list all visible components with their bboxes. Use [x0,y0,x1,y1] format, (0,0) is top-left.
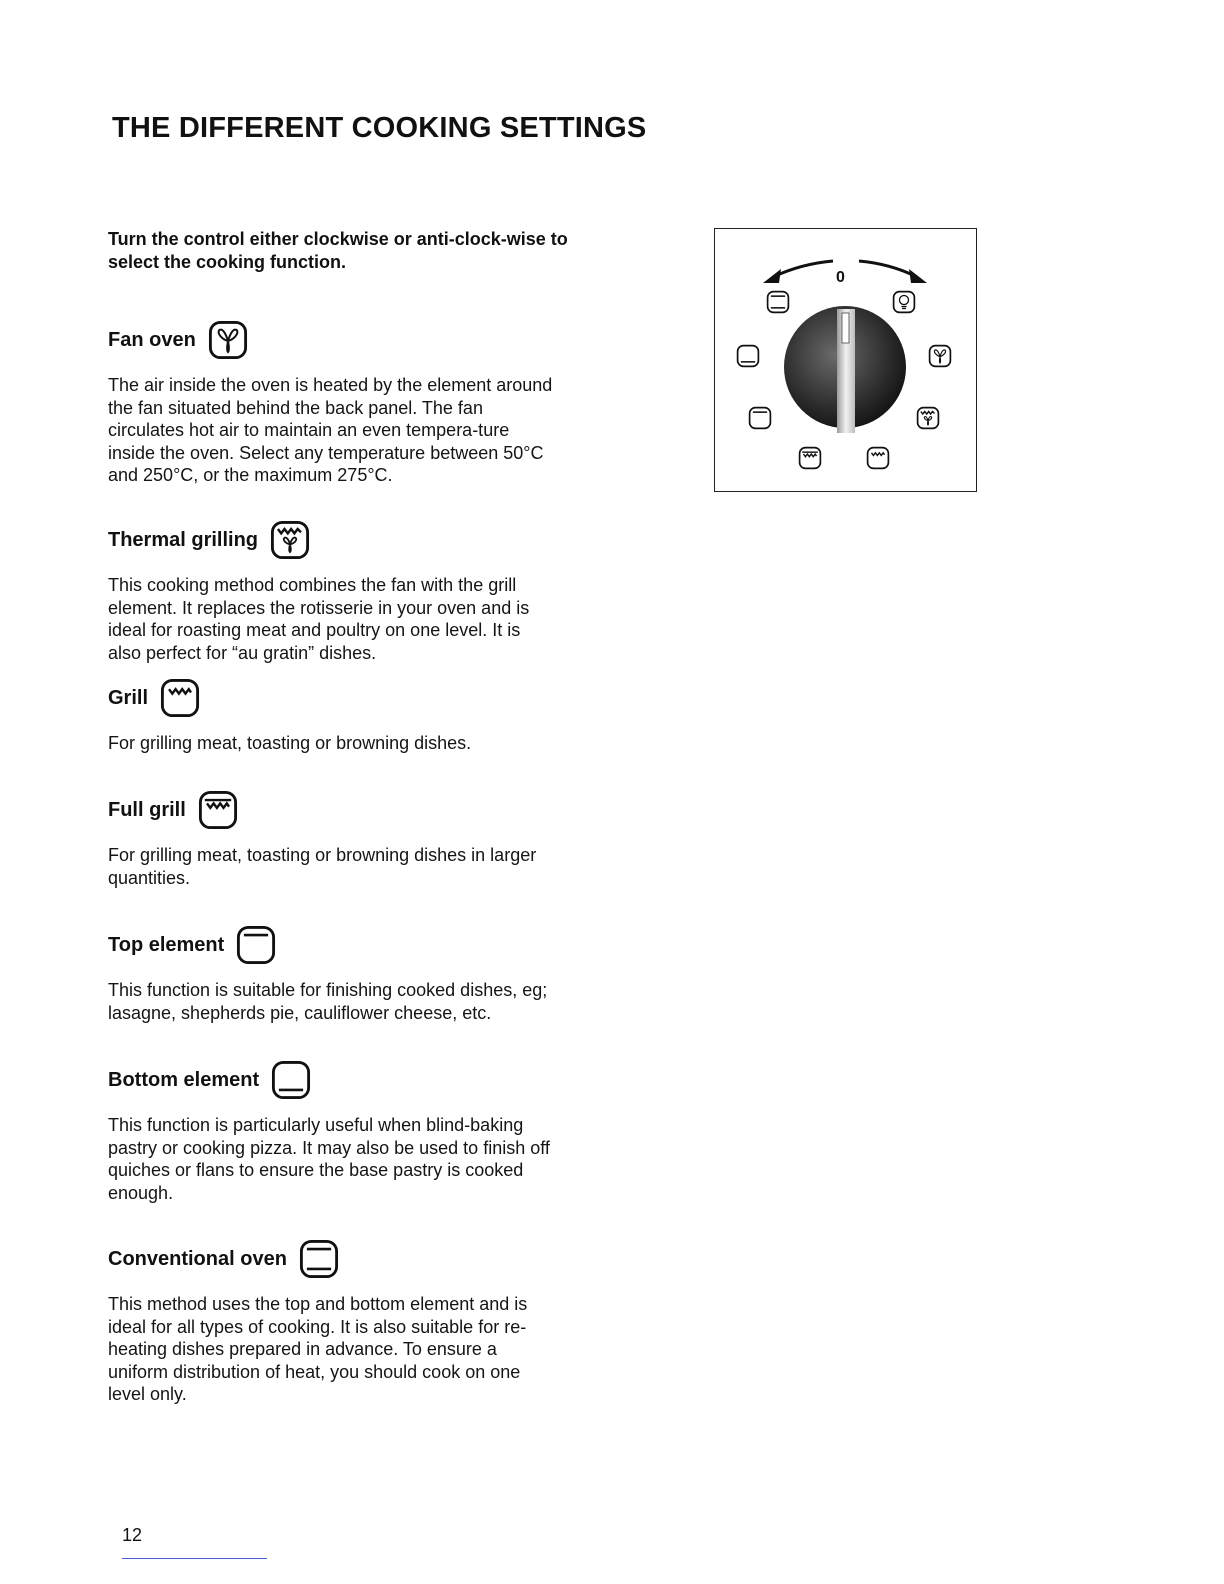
dial-zero-label: 0 [836,269,845,286]
page-number: 12 [122,1525,143,1545]
dial-grill-icon [868,448,889,469]
section-heading-bottom-element: Bottom element [108,1069,260,1091]
fan-icon [206,318,250,362]
section-conventional-oven [108,1237,558,1406]
section-body-top-element: This function is suitable for finishing cooked dishes, eg; lasagne, shepherds pie, cauliflower cheese, etc. [108,980,548,1023]
section-body-thermal-grilling: This cooking method combines the fan with the grill element. It replaces the rotisserie in your oven and is ideal for roasting meat and poultry on one level. It is also perfect for “au gratin” dishes. [108,575,530,663]
anticlockwise-arrowhead [763,269,781,283]
clockwise-arrowhead [909,269,927,283]
section-body-grill: For grilling meat, toasting or browning dishes. [108,733,472,753]
dial-conventional-oven-icon [768,292,789,313]
grill-icon [158,676,202,720]
knob-pointer [842,313,849,343]
clockwise-arrow [859,261,917,277]
full-grill-icon [196,788,240,832]
section-heading-fan-oven: Fan oven [108,329,196,351]
section-thermal-grilling [108,518,558,664]
control-dial-diagram [714,228,977,492]
dial-thermal-grilling-icon [918,408,939,429]
section-body-conventional-oven: This method uses the top and bottom element and is ideal for all types of cooking. It is also suitable for re-heating dishes prepared in advance. To ensure a uniform distribution of heat, you should cook on one level only. [108,1294,528,1404]
conventional-oven-icon [297,1237,341,1281]
section-fan-oven [108,318,558,487]
footer-rule [122,1558,267,1559]
section-full-grill [108,788,558,889]
intro-text: Turn the control either clockwise or anti-clock-wise to select the cooking function. [108,229,568,272]
section-body-bottom-element: This function is particularly useful when blind-baking pastry or cooking pizza. It may also be used to finish off quiches or flans to ensure the base pastry is cooked enough. [108,1115,550,1203]
page-title: THE DIFFERENT COOKING SETTINGS [112,112,647,144]
dial-oven-light-icon [894,292,915,313]
section-heading-conventional-oven: Conventional oven [108,1248,287,1270]
dial-fan-oven-icon [930,346,951,367]
section-top-element [108,923,558,1024]
dial-full-grill-icon [800,448,821,469]
bottom-element-icon [269,1058,313,1102]
section-bottom-element [108,1058,558,1204]
section-body-full-grill: For grilling meat, toasting or browning dishes in larger quantities. [108,845,537,888]
dial-top-element-icon [750,408,771,429]
section-heading-top-element: Top element [108,934,225,956]
section-heading-full-grill: Full grill [108,799,186,821]
dial-bottom-element-icon [738,346,759,367]
thermal-grill-icon [268,518,312,562]
anticlockwise-arrow [773,261,833,277]
section-body-fan-oven: The air inside the oven is heated by the element around the fan situated behind the back panel. The fan circulates hot air to maintain an even tempera-ture inside the oven. Select any temperature between 50°C and 250°C, or the maximum 275°C. [108,375,553,485]
section-heading-grill: Grill [108,687,149,709]
section-grill [108,676,558,755]
top-element-icon [234,923,278,967]
section-heading-thermal-grilling: Thermal grilling [108,529,259,551]
